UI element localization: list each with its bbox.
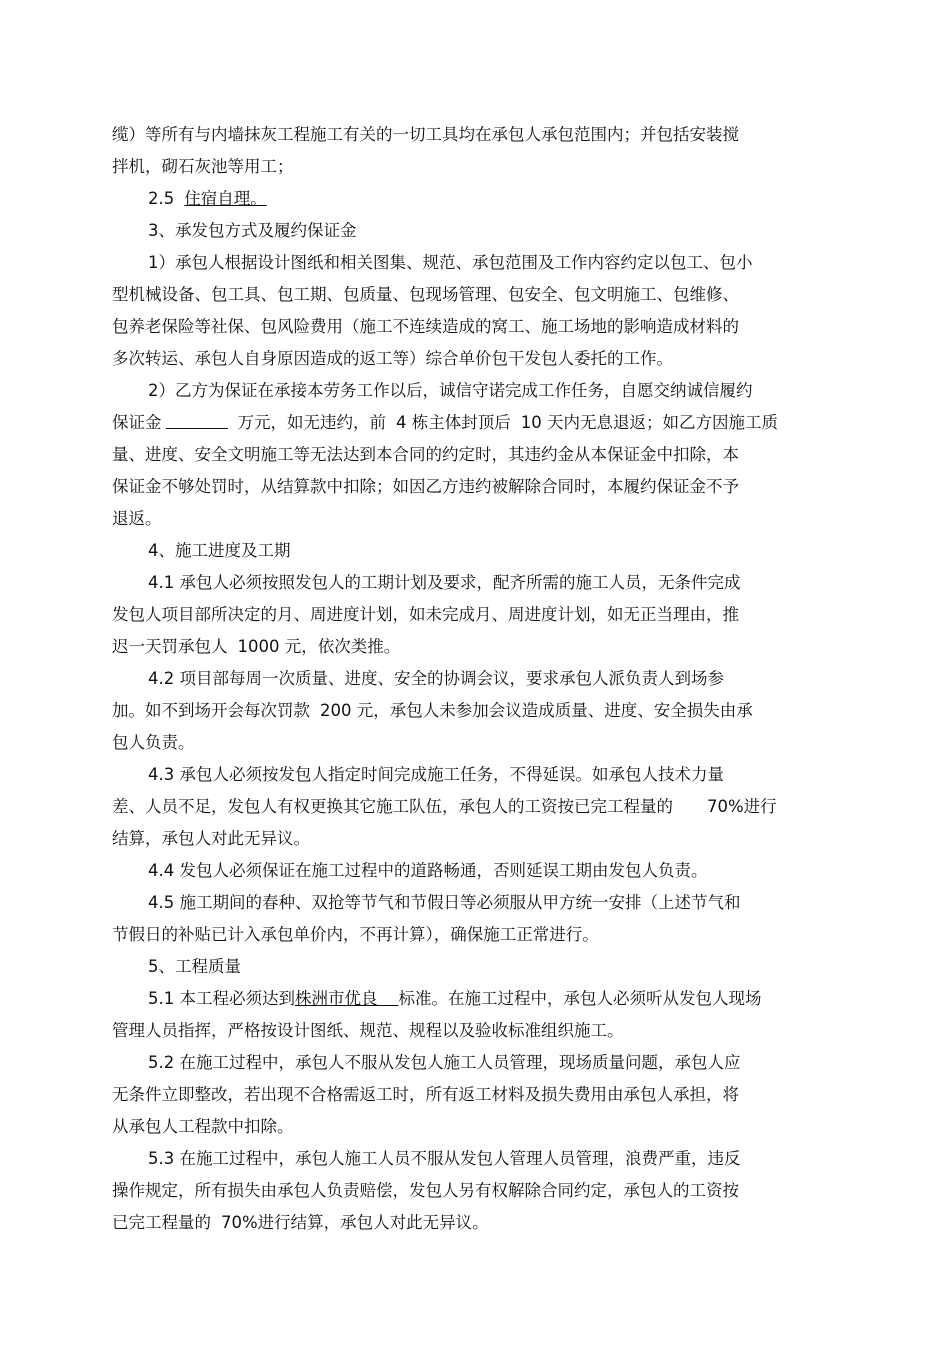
text-line	[148, 251, 753, 275]
text-span: 结算，承包人对此无异议。	[112, 829, 310, 848]
text-line	[148, 859, 708, 883]
text-line	[148, 667, 724, 691]
text-span: 发包人项目部所决定的月、周进度计划，如未完成月、周进度计划，如无正当理由，推	[112, 605, 739, 624]
text-span: 量、进度、安全文明施工等无法达到本合同的约定时，其违约金从本保证金中扣除，本	[112, 445, 739, 464]
text-line	[112, 1083, 739, 1107]
text-line	[112, 507, 162, 531]
text-span: 操作规定，所有损失由承包人负责赔偿，发包人另有权解除合同约定，承包人的工资按	[112, 1181, 739, 1200]
text-span: 包人负责。	[112, 733, 195, 752]
section-heading	[148, 219, 357, 243]
text-line	[112, 731, 195, 755]
text-span: 加。如不到场开会每次罚款	[112, 701, 310, 720]
text-line	[112, 475, 739, 499]
text-line	[148, 571, 741, 595]
text-line	[112, 603, 739, 627]
text-line	[112, 795, 777, 819]
text-line	[112, 1019, 624, 1043]
text-span: 拌机，砌石灰池等用工；	[112, 157, 294, 176]
text-span: 包养老保险等社保、包风险费用（施工不连续造成的窝工、施工场地的影响造成材料的	[112, 317, 739, 336]
text-span: 节假日的补贴已计入承包单价内，不再计算），确保施工正常进行。	[112, 925, 599, 944]
text-span: 标准。在施工过程中，承包人必须听从发包人现场	[398, 989, 762, 1008]
text-line	[112, 315, 739, 339]
text-span: 1）承包人根据设计图纸和相关图集、规范、承包范围及工作内容约定以包工、包小	[148, 253, 753, 272]
text-line	[112, 443, 739, 467]
text-line	[148, 987, 761, 1011]
text-span: 4 栋主体封顶后	[396, 413, 511, 432]
text-span: 200 元，承包人未参加会议造成质量、进度、安全损失由承	[320, 701, 753, 720]
text-line	[112, 1115, 294, 1139]
text-span: 4.1 承包人必须按照发包人的工期计划及要求，配齐所需的施工人员，无条件完成	[148, 573, 741, 592]
text-span: 3、承发包方式及履约保证金	[148, 221, 357, 240]
section-heading	[148, 539, 291, 563]
text-line	[112, 411, 778, 435]
text-line	[112, 827, 310, 851]
text-line	[112, 635, 400, 659]
text-line	[148, 379, 753, 403]
text-line	[112, 347, 673, 371]
text-span: 2.5	[148, 189, 175, 208]
text-span: 差、人员不足，发包人有权更换其它施工队伍，承包人的工资按已完工程量的	[112, 797, 673, 816]
text-span: 5.1 本工程必须达到	[148, 989, 295, 1008]
text-span: 10 天内无息退返；如乙方因施工质	[520, 413, 778, 432]
text-span: 万元，如无违约，前	[237, 413, 386, 432]
text-line	[148, 1147, 741, 1171]
text-span: 70%进行	[707, 797, 777, 816]
text-span: 70%进行结算，承包人对此无异议。	[221, 1213, 489, 1232]
blank-field	[166, 411, 228, 429]
text-span: 5.3 在施工过程中，承包人施工人员不服从发包人管理人员管理，浪费严重，违反	[148, 1149, 741, 1168]
text-line	[112, 1179, 739, 1203]
text-span: 4.5 施工期间的春种、双抢等节气和节假日等必须服从甲方统一安排（上述节气和	[148, 893, 741, 912]
text-line	[148, 763, 724, 787]
text-span: 5、工程质量	[148, 957, 241, 976]
text-line	[112, 123, 739, 147]
text-span: 保证金不够处罚时，从结算款中扣除；如因乙方违约被解除合同时，本履约保证金不予	[112, 477, 739, 496]
text-span: 无条件立即整改，若出现不合格需返工时，所有返工材料及损失费用由承包人承担，将	[112, 1085, 739, 1104]
text-span: 已完工程量的	[112, 1213, 211, 1232]
text-span: 4.3 承包人必须按发包人指定时间完成施工任务，不得延误。如承包人技术力量	[148, 765, 724, 784]
text-span: 4、施工进度及工期	[148, 541, 291, 560]
text-span: 多次转运、承包人自身原因造成的返工等）综合单价包干发包人委托的工作。	[112, 349, 673, 368]
text-line	[112, 699, 753, 723]
section-heading	[148, 955, 241, 979]
text-span: 退返。	[112, 509, 162, 528]
text-span: 保证金	[112, 413, 162, 432]
text-span: 迟一天罚承包人	[112, 637, 228, 656]
text-span: 4.4 发包人必须保证在施工过程中的道路畅通，否则延误工期由发包人负责。	[148, 861, 708, 880]
text-line	[148, 891, 741, 915]
text-line	[148, 1051, 741, 1075]
underlined-text: 住宿自理。	[184, 189, 267, 208]
text-span: 2）乙方为保证在承接本劳务工作以后，诚信守诺完成工作任务，自愿交纳诚信履约	[148, 381, 753, 400]
text-line	[112, 923, 599, 947]
text-span: 缆）等所有与内墙抹灰工程施工有关的一切工具均在承包人承包范围内；并包括安装搅	[112, 125, 739, 144]
text-line	[112, 155, 294, 179]
text-span: 从承包人工程款中扣除。	[112, 1117, 294, 1136]
text-span: 4.2 项目部每周一次质量、进度、安全的协调会议，要求承包人派负责人到场参	[148, 669, 724, 688]
underlined-text: 株洲市优良	[295, 989, 378, 1008]
text-line	[112, 1211, 489, 1235]
text-span: 1000 元，依次类推。	[237, 637, 401, 656]
text-line	[112, 283, 739, 307]
text-span: 型机械设备、包工具、包工期、包质量、包现场管理、包安全、包文明施工、包维修、	[112, 285, 739, 304]
text-span: 管理人员指挥，严格按设计图纸、规范、规程以及验收标准组织施工。	[112, 1021, 624, 1040]
text-span: 5.2 在施工过程中，承包人不服从发包人施工人员管理，现场质量问题，承包人应	[148, 1053, 741, 1072]
text-line	[148, 187, 267, 211]
